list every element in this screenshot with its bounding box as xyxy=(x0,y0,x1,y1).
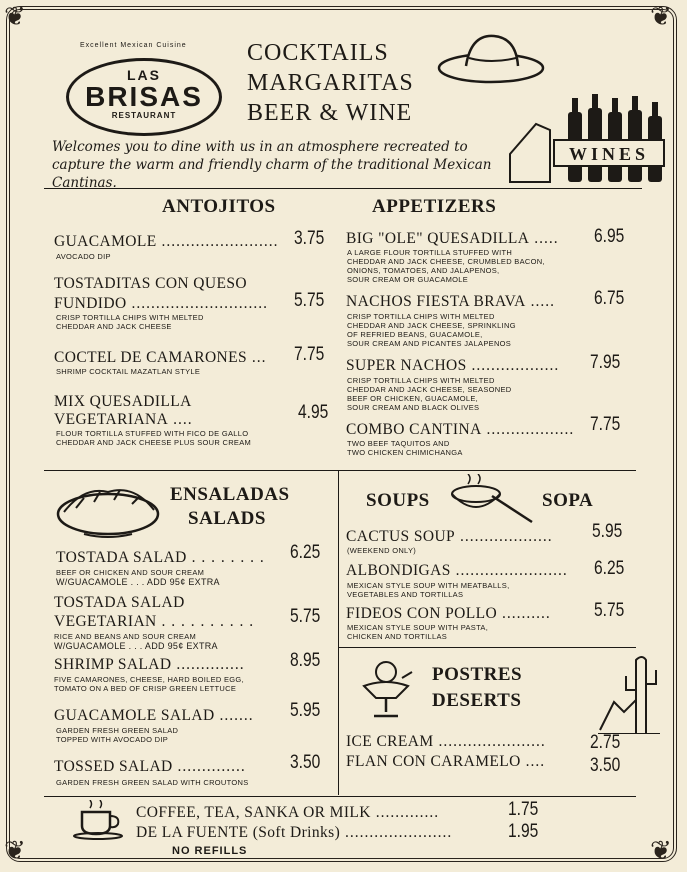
section-title-salads: SALADS xyxy=(188,508,266,529)
menu-item-nachos-fiesta-brava: NACHOS FIESTA BRAVA ..... xyxy=(346,293,556,310)
item-price: 1.95 xyxy=(508,821,539,842)
item-description: RICE AND BEANS AND SOUR CREAM xyxy=(54,632,197,641)
heading-margaritas: MARGARITAS xyxy=(247,70,414,96)
item-description: CRISP TORTILLA CHIPS WITH MELTED CHEDDAR AND JACK CHEESE xyxy=(56,313,204,331)
item-name: COCTEL DE CAMARONES xyxy=(54,349,248,366)
item-description: MEXICAN STYLE SOUP WITH PASTA, CHICKEN AND TORTILLAS xyxy=(347,623,489,641)
soup-bowl-icon xyxy=(446,474,536,524)
tagline: Excellent Mexican Cuisine xyxy=(80,42,187,49)
menu-item-cactus-soup: CACTUS SOUP ................... xyxy=(346,528,553,545)
item-description: BEEF OR CHICKEN AND SOUR CREAM xyxy=(56,568,205,577)
item-extra: W/GUACAMOLE . . . ADD 95¢ EXTRA xyxy=(56,577,220,587)
item-price: 6.75 xyxy=(594,288,625,309)
item-name: BIG "OLE" QUESADILLA xyxy=(346,230,530,247)
menu-item-tossed-salad: TOSSED SALAD .............. xyxy=(54,758,246,775)
item-price: 1.75 xyxy=(508,799,539,820)
item-name: TOSSED SALAD xyxy=(54,758,173,775)
item-price: 3.50 xyxy=(590,755,621,776)
cactus-landscape-icon xyxy=(596,650,662,734)
no-refills-note: NO REFILLS xyxy=(172,845,248,857)
menu-item-tostaditas: FUNDIDO ............................ xyxy=(54,295,268,312)
item-name: SHRIMP SALAD xyxy=(54,656,172,673)
section-title-postres: POSTRES xyxy=(432,664,523,685)
item-price: 6.25 xyxy=(290,542,321,563)
menu-item-combo-cantina: COMBO CANTINA .................. xyxy=(346,421,575,438)
item-description: MEXICAN STYLE SOUP WITH MEATBALLS, VEGETABLES AND TORTILLAS xyxy=(347,581,510,599)
item-price: 5.75 xyxy=(594,600,625,621)
menu-item-coffee-tea: COFFEE, TEA, SANKA OR MILK ............. xyxy=(136,804,440,821)
section-title-antojitos: ANTOJITOS xyxy=(162,196,276,217)
section-title-ensaladas: ENSALADAS xyxy=(170,484,290,505)
item-description: FIVE CAMARONES, CHEESE, HARD BOILED EGG, TOMATO ON A BED OF CRISP GREEN LETTUCE xyxy=(54,675,244,693)
section-title-appetizers: APPETIZERS xyxy=(372,196,497,217)
heading-beer-wine: BEER & WINE xyxy=(247,100,413,126)
item-name: NACHOS FIESTA BRAVA xyxy=(346,293,526,310)
item-name: FIDEOS CON POLLO xyxy=(346,605,498,622)
logo-bottom: RESTAURANT xyxy=(111,111,177,120)
menu-item-fideos-con-pollo: FIDEOS CON POLLO .......... xyxy=(346,605,551,622)
swirl-ornament-icon: ❦ xyxy=(650,2,672,32)
item-price: 5.95 xyxy=(592,521,623,542)
menu-item-big-ole-quesadilla: BIG "OLE" QUESADILLA ..... xyxy=(346,230,559,247)
item-extra: W/GUACAMOLE . . . ADD 95¢ EXTRA xyxy=(54,641,218,651)
item-price: 3.75 xyxy=(294,228,325,249)
section-title-deserts: DESERTS xyxy=(432,690,522,711)
section-title-soups: SOUPS xyxy=(366,490,430,511)
salad-bowl-icon xyxy=(54,478,162,540)
item-name: FUNDIDO xyxy=(54,295,127,312)
divider xyxy=(44,188,642,189)
menu-item-ice-cream: ICE CREAM ...................... xyxy=(346,733,546,750)
item-name: ALBONDIGAS xyxy=(346,562,451,579)
item-price: 3.50 xyxy=(290,752,321,773)
item-name: ICE CREAM xyxy=(346,733,434,750)
menu-item-tostada-salad: TOSTADA SALAD . . . . . . . . xyxy=(56,549,265,566)
item-price: 5.75 xyxy=(290,606,321,627)
item-price: 7.95 xyxy=(590,352,621,373)
item-name-line: MIX QUESADILLA xyxy=(54,393,192,410)
menu-item-coctel-de-camarones: COCTEL DE CAMARONES ... xyxy=(54,349,267,366)
logo-main: BRISAS xyxy=(85,81,203,112)
coffee-cup-icon xyxy=(72,800,130,840)
item-name: COFFEE, TEA, SANKA OR MILK xyxy=(136,804,371,821)
item-name: VEGETARIAN xyxy=(54,613,157,630)
item-price: 8.95 xyxy=(290,650,321,671)
menu-item-guacamole-salad: GUACAMOLE SALAD ....... xyxy=(54,707,254,724)
swirl-ornament-icon: ❦ xyxy=(4,836,26,866)
logo-top: LAS xyxy=(127,67,161,83)
swirl-ornament-icon: ❦ xyxy=(4,2,26,32)
wine-bottles-icon xyxy=(506,94,668,186)
item-description: (WEEKEND ONLY) xyxy=(347,546,417,555)
item-name: DE LA FUENTE (Soft Drinks) xyxy=(136,824,341,841)
item-description: FLOUR TORTILLA STUFFED WITH FICO DE GALLO CHEDDAR AND JACK CHEESE PLUS SOUR CREAM xyxy=(56,429,252,447)
menu-item-tostada-salad-vegetarian: VEGETARIAN . . . . . . . . . . xyxy=(54,613,255,630)
divider xyxy=(44,470,636,471)
item-name: FLAN CON CARAMELO xyxy=(346,753,521,770)
item-description: GARDEN FRESH GREEN SALAD TOPPED WITH AVOCADO DIP xyxy=(56,726,179,744)
item-price: 5.95 xyxy=(290,700,321,721)
welcome-text: Welcomes you to dine with us in an atmosphere recreated to capture the warm and friendly charm of the traditional Mexican Cantinas. xyxy=(52,139,492,191)
item-name-line: TOSTADA SALAD xyxy=(54,594,185,611)
wine-sign: WINES xyxy=(568,144,650,164)
item-price: 5.75 xyxy=(294,290,325,311)
item-name: VEGETARIANA xyxy=(54,411,169,428)
section-title-sopa: SOPA xyxy=(542,490,594,511)
menu-item-super-nachos: SUPER NACHOS .................. xyxy=(346,357,560,374)
item-description: CRISP TORTILLA CHIPS WITH MELTED CHEDDAR AND JACK CHEESE, SPRINKLING OF REFRIED BEANS, GUACAMOLE, SOUR CREAM AND PICANTES JALAPENOS xyxy=(347,312,516,348)
item-price: 7.75 xyxy=(294,344,325,365)
menu-item-shrimp-salad: SHRIMP SALAD .............. xyxy=(54,656,245,673)
menu-item-mix-quesadilla: VEGETARIANA .... xyxy=(54,411,193,428)
swirl-ornament-icon: ❦ xyxy=(650,836,672,866)
divider xyxy=(338,470,339,795)
item-name-line: TOSTADITAS CON QUESO xyxy=(54,275,247,292)
item-description: TWO BEEF TAQUITOS AND TWO CHICKEN CHIMICHANGA xyxy=(347,439,463,457)
item-description: AVOCADO DIP xyxy=(56,252,111,261)
item-price: 2.75 xyxy=(590,732,621,753)
menu-item-guacamole: GUACAMOLE ........................ xyxy=(54,233,279,250)
item-description: A LARGE FLOUR TORTILLA STUFFED WITH CHEDDAR AND JACK CHEESE, CRUMBLED BACON, ONIONS, TOMATOES, AND JALAPENOS, SOUR CREAM OR GUACAMOLE xyxy=(347,248,545,284)
divider xyxy=(44,796,636,797)
divider xyxy=(338,647,636,648)
heading-cocktails: COCKTAILS xyxy=(247,40,389,66)
item-description: GARDEN FRESH GREEN SALAD WITH CROUTONS xyxy=(56,778,249,787)
item-price: 6.25 xyxy=(594,558,625,579)
item-name: SUPER NACHOS xyxy=(346,357,467,374)
restaurant-logo xyxy=(66,58,222,136)
ice-cream-sundae-icon xyxy=(358,658,414,720)
menu-item-flan-con-caramelo: FLAN CON CARAMELO .... xyxy=(346,753,546,770)
item-name: CACTUS SOUP xyxy=(346,528,456,545)
item-price: 7.75 xyxy=(590,414,621,435)
item-name: COMBO CANTINA xyxy=(346,421,482,438)
item-description: SHRIMP COCKTAIL MAZATLAN STYLE xyxy=(56,367,201,376)
item-description: CRISP TORTILLA CHIPS WITH MELTED CHEDDAR AND JACK CHEESE, SEASONED BEEF OR CHICKEN, GUACAMOLE, SOUR CREAM AND BLACK OLIVES xyxy=(347,376,512,412)
menu-item-albondigas: ALBONDIGAS ....................... xyxy=(346,562,568,579)
item-name: GUACAMOLE SALAD xyxy=(54,707,215,724)
sombrero-icon xyxy=(436,28,546,86)
item-name: TOSTADA SALAD xyxy=(56,549,187,566)
menu-item-soft-drinks: DE LA FUENTE (Soft Drinks) ...................... xyxy=(136,824,453,841)
item-name: GUACAMOLE xyxy=(54,233,157,250)
item-price: 4.95 xyxy=(298,402,329,423)
item-price: 6.95 xyxy=(594,226,625,247)
